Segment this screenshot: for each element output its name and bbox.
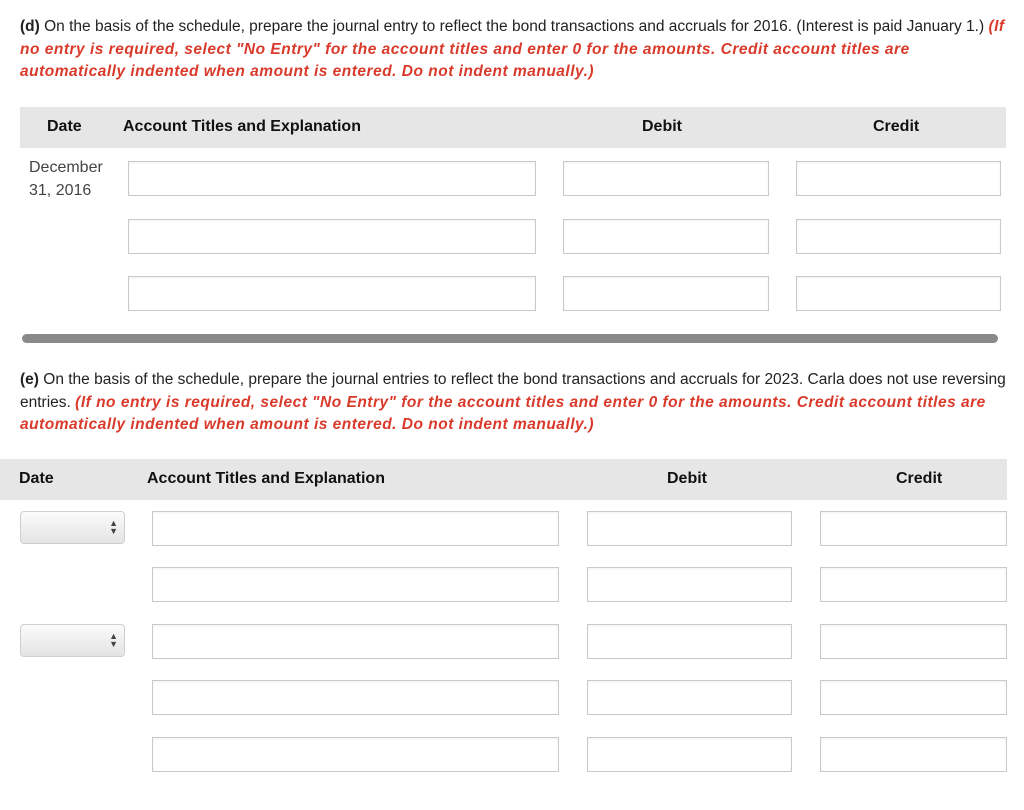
- part-d-instructions: [20, 16, 1010, 84]
- part-e-debit-input-4[interactable]: [587, 680, 792, 715]
- part-d-account-input-3[interactable]: [128, 276, 536, 311]
- date-select-2[interactable]: [20, 624, 125, 657]
- part-e-note: (If no entry is required, select "No Entry" for the account titles and enter 0 for the amounts. Credit account titles are automatically indented when amount is entered. Do not indent manually.): [20, 393, 986, 433]
- date-line-2: 31, 2016: [29, 182, 92, 199]
- part-d-account-input-1[interactable]: [128, 161, 536, 196]
- part-e-account-input-4[interactable]: [152, 680, 559, 715]
- part-d-note: (If no entry is required, select "No Entry" for the account titles and enter 0 for the amounts. Credit account titles are automatically indented when amount is entered. Do not indent manually.): [20, 18, 1005, 80]
- part-e-credit-input-4[interactable]: [820, 680, 1007, 715]
- part-d-credit-input-3[interactable]: [796, 276, 1001, 311]
- part-d-debit-input-1[interactable]: [563, 161, 769, 196]
- date-select-1[interactable]: [20, 511, 125, 544]
- part-e-credit-input-1[interactable]: [820, 511, 1007, 546]
- part-d-text: On the basis of the schedule, prepare the journal entry to reflect the bond transactions and accruals for 2016. (Interest is paid January 1.): [44, 18, 985, 35]
- date-line-1: December: [29, 159, 103, 176]
- part-e-debit-input-2[interactable]: [587, 567, 792, 602]
- part-e-text: On the basis of the schedule, prepare the journal entries to reflect the bond transactions and accruals for 2023. Carla does not use reversing entries.: [20, 371, 1006, 411]
- part-d-debit-input-2[interactable]: [563, 219, 769, 254]
- header-account-titles: Account Titles and Explanation: [123, 118, 361, 135]
- header-debit: Debit: [667, 470, 707, 487]
- part-d-table-header: [20, 107, 1006, 148]
- header-date: Date: [47, 118, 82, 135]
- header-date: Date: [19, 470, 54, 487]
- part-e-instructions: [20, 369, 1010, 437]
- header-credit: Credit: [873, 118, 920, 135]
- part-d-debit-input-3[interactable]: [563, 276, 769, 311]
- part-e-credit-input-2[interactable]: [820, 567, 1007, 602]
- part-e-account-input-5[interactable]: [152, 737, 559, 772]
- select-arrows-icon: ▲ ▼: [109, 518, 118, 536]
- part-d-credit-input-1[interactable]: [796, 161, 1001, 196]
- header-account-titles: Account Titles and Explanation: [147, 470, 385, 487]
- select-arrows-icon: ▲ ▼: [109, 631, 118, 649]
- part-e-debit-input-5[interactable]: [587, 737, 792, 772]
- part-d-account-input-2[interactable]: [128, 219, 536, 254]
- part-e-credit-input-3[interactable]: [820, 624, 1007, 659]
- part-e-table-header: [0, 459, 1007, 500]
- header-credit: Credit: [896, 470, 943, 487]
- part-d-credit-input-2[interactable]: [796, 219, 1001, 254]
- part-e-debit-input-3[interactable]: [587, 624, 792, 659]
- header-debit: Debit: [642, 118, 682, 135]
- part-e-account-input-1[interactable]: [152, 511, 559, 546]
- part-e-debit-input-1[interactable]: [587, 511, 792, 546]
- horizontal-scrollbar[interactable]: [22, 334, 998, 343]
- part-e-label: (e): [20, 371, 39, 388]
- part-e-account-input-3[interactable]: [152, 624, 559, 659]
- part-d-label: (d): [20, 18, 40, 35]
- part-d-date: [29, 156, 103, 202]
- part-e-credit-input-5[interactable]: [820, 737, 1007, 772]
- part-e-account-input-2[interactable]: [152, 567, 559, 602]
